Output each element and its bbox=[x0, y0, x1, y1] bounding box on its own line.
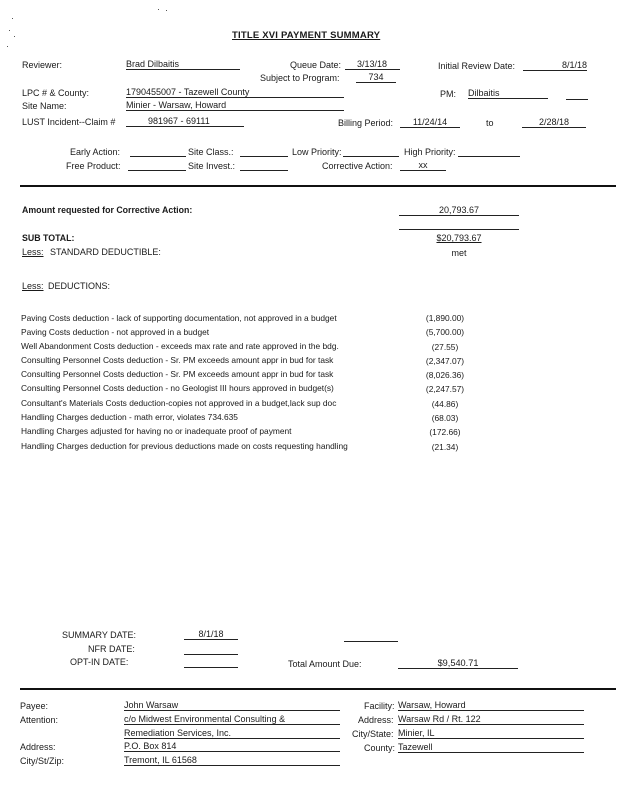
total-amount-due-value: $9,540.71 bbox=[398, 658, 518, 669]
deduction-amount: (44.86) bbox=[431, 399, 459, 409]
city-state-value: Minier, IL bbox=[398, 728, 584, 739]
subtotal-value: $20,793.67 bbox=[436, 233, 482, 243]
deduction-amount: (1,890.00) bbox=[425, 313, 465, 323]
billing-period-label: Billing Period: bbox=[338, 118, 394, 128]
total-amount-due-label: Total Amount Due: bbox=[288, 659, 362, 669]
payee-divider bbox=[20, 688, 616, 690]
scan-speck bbox=[166, 10, 167, 11]
subtotal-top-line bbox=[399, 229, 519, 230]
subject-to-program-value: 734 bbox=[356, 72, 396, 83]
reviewer-value: Brad Dilbaitis bbox=[126, 59, 240, 70]
city-state-label: City/State: bbox=[352, 729, 394, 739]
nfr-date-line bbox=[184, 643, 238, 655]
deduction-description: Consulting Personnel Costs deduction - no Geologist III hours approved in budget(s) bbox=[21, 383, 334, 393]
billing-to-value: 2/28/18 bbox=[522, 117, 586, 128]
deduction-description: Handling Charges deduction for previous deductions made on costs requesting handling bbox=[21, 441, 348, 451]
pm-value: Dilbaitis bbox=[468, 88, 548, 99]
attention-line-1: c/o Midwest Environmental Consulting & bbox=[124, 714, 340, 725]
lpc-county-label: LPC # & County: bbox=[22, 88, 90, 98]
deductions-heading: DEDUCTIONS: bbox=[48, 281, 111, 291]
facility-label: Facility: bbox=[364, 701, 395, 711]
payee-label: Payee: bbox=[20, 701, 49, 711]
early-action-label: Early Action: bbox=[70, 147, 121, 157]
opt-in-date-line bbox=[184, 656, 238, 668]
address-label: Address: bbox=[20, 742, 56, 752]
less-deductions-label: Less: bbox=[22, 281, 44, 291]
address-value: P.O. Box 814 bbox=[124, 741, 340, 752]
facility-value: Warsaw, Howard bbox=[398, 700, 584, 711]
city-st-zip-value: Tremont, IL 61568 bbox=[124, 755, 340, 766]
queue-date-value: 3/13/18 bbox=[345, 59, 400, 70]
billing-to-label: to bbox=[486, 118, 494, 128]
amount-requested-label: Amount requested for Corrective Action: bbox=[22, 205, 193, 215]
high-priority-label: High Priority: bbox=[404, 147, 456, 157]
corrective-action-value: xx bbox=[400, 160, 446, 171]
high-priority-line bbox=[458, 146, 520, 157]
billing-from-value: 11/24/14 bbox=[400, 117, 460, 128]
low-priority-line bbox=[343, 146, 399, 157]
free-product-label: Free Product: bbox=[66, 161, 121, 171]
standard-deductible-label: STANDARD DEDUCTIBLE: bbox=[50, 247, 161, 257]
early-action-line bbox=[130, 146, 186, 157]
reviewer-label: Reviewer: bbox=[22, 60, 63, 70]
site-invest-label: Site Invest.: bbox=[188, 161, 236, 171]
initial-review-date-label: Initial Review Date: bbox=[438, 61, 516, 71]
deduction-description: Consultant's Materials Costs deduction-copies not approved in a budget,lack sup doc bbox=[21, 398, 337, 408]
deduction-description: Handling Charges deduction - math error, violates 734.635 bbox=[21, 412, 238, 422]
deduction-amount: (2,247.57) bbox=[425, 384, 465, 394]
scan-speck bbox=[158, 9, 159, 10]
initial-review-date-value: 8/1/18 bbox=[523, 60, 587, 71]
corrective-action-label: Corrective Action: bbox=[322, 161, 393, 171]
city-st-zip-label: City/St/Zip: bbox=[20, 756, 65, 766]
deduction-description: Consulting Personnel Costs deduction - Sr. PM exceeds amount appr in bud for task bbox=[21, 355, 334, 365]
facility-address-label: Address: bbox=[358, 715, 394, 725]
subject-to-program-label: Subject to Program: bbox=[260, 73, 340, 83]
less-label: Less: bbox=[22, 247, 44, 257]
attention-label: Attention: bbox=[20, 715, 59, 725]
standard-deductible-value: met bbox=[451, 248, 467, 258]
payee-value: John Warsaw bbox=[124, 700, 340, 711]
section-divider bbox=[20, 185, 616, 187]
lpc-county-value: 1790455007 - Tazewell County bbox=[126, 87, 344, 98]
deduction-amount: (21.34) bbox=[431, 442, 459, 452]
pm-label: PM: bbox=[440, 89, 457, 99]
site-name-value: Minier - Warsaw, Howard bbox=[126, 100, 344, 111]
deduction-description: Paving Costs deduction - not approved in a budget bbox=[21, 327, 210, 337]
deduction-amount: (2,347.07) bbox=[425, 356, 465, 366]
deduction-description: Well Abandonment Costs deduction - exceeds max rate and rate approved in the bdg. bbox=[21, 341, 339, 351]
site-class-line bbox=[240, 146, 288, 157]
free-product-line bbox=[128, 160, 186, 171]
pm-extra-line bbox=[566, 88, 588, 100]
amount-requested-value: 20,793.67 bbox=[399, 205, 519, 216]
nfr-date-label: NFR DATE: bbox=[88, 644, 135, 654]
summary-date-label: SUMMARY DATE: bbox=[62, 630, 137, 640]
summary-date-value: 8/1/18 bbox=[184, 629, 238, 640]
scan-speck bbox=[7, 46, 8, 47]
low-priority-label: Low Priority: bbox=[292, 147, 342, 157]
deduction-amount: (68.03) bbox=[431, 413, 459, 423]
deduction-description: Handling Charges adjusted for having no or inadequate proof of payment bbox=[21, 426, 292, 436]
site-name-label: Site Name: bbox=[22, 101, 67, 111]
deduction-amount: (27.55) bbox=[431, 342, 459, 352]
deduction-description: Consulting Personnel Costs deduction - Sr. PM exceeds amount appr in bud for task bbox=[21, 369, 334, 379]
scan-speck bbox=[12, 18, 13, 19]
page-title: TITLE XVI PAYMENT SUMMARY bbox=[232, 30, 381, 41]
deduction-amount: (8,026.36) bbox=[425, 370, 465, 380]
summary-date-extra-line bbox=[344, 630, 398, 642]
facility-address-value: Warsaw Rd / Rt. 122 bbox=[398, 714, 584, 725]
subtotal-label: SUB TOTAL: bbox=[22, 233, 75, 243]
lust-claim-value: 981967 - 69111 bbox=[126, 116, 244, 127]
lust-claim-label: LUST Incident--Claim # bbox=[22, 117, 116, 127]
county-label: County: bbox=[364, 743, 396, 753]
site-invest-line bbox=[240, 160, 288, 171]
deduction-amount: (5,700.00) bbox=[425, 327, 465, 337]
attention-line-2: Remediation Services, Inc. bbox=[124, 728, 340, 739]
deduction-amount: (172.66) bbox=[429, 427, 461, 437]
county-value: Tazewell bbox=[398, 742, 584, 753]
opt-in-date-label: OPT-IN DATE: bbox=[70, 657, 129, 667]
scan-speck bbox=[14, 36, 15, 37]
scan-speck bbox=[9, 30, 10, 31]
deduction-description: Paving Costs deduction - lack of supporting documentation, not approved in a budget bbox=[21, 313, 337, 323]
queue-date-label: Queue Date: bbox=[290, 60, 342, 70]
site-class-label: Site Class.: bbox=[188, 147, 234, 157]
